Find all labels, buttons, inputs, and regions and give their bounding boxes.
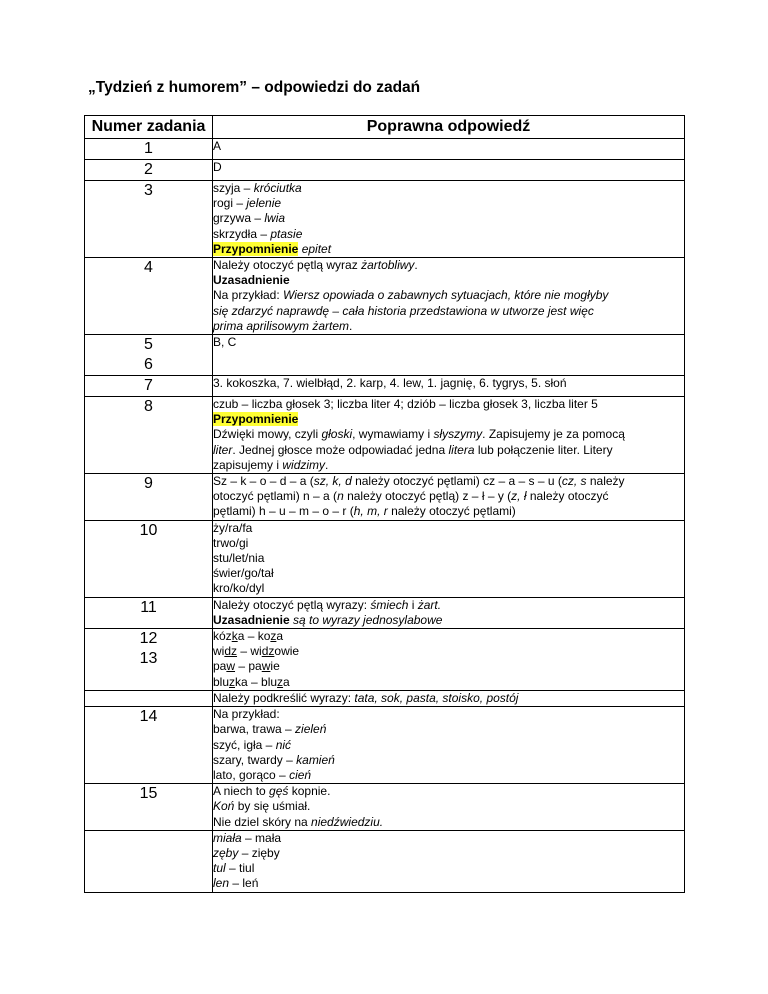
table-row: [85, 830, 685, 892]
answer-line: [213, 458, 684, 473]
answer-text: Nie dziel skóry na: [213, 814, 312, 829]
answer-text: i: [408, 597, 418, 612]
answer-line: [213, 675, 684, 690]
answer-text: szary, twardy –: [213, 752, 297, 767]
answer-text: szyja –: [213, 181, 254, 195]
answer-line: [213, 319, 684, 334]
table-row: [85, 181, 685, 258]
answer-text: świer/go/tał: [213, 566, 274, 581]
answer-line: [213, 211, 684, 226]
answer-line: [213, 659, 684, 674]
answer-cell: [213, 707, 685, 784]
answer-text: blu: [213, 674, 230, 689]
table-row: [85, 258, 685, 335]
highlighted-text: Przypomnienie: [213, 412, 299, 427]
task-number-cell: [85, 139, 213, 160]
answer-text: lwia: [264, 211, 286, 226]
answer-line: [213, 536, 684, 551]
answer-text: liter: [213, 442, 233, 457]
answer-text: z: [270, 629, 277, 644]
answer-text: gęś: [269, 784, 289, 799]
answer-text: litera: [448, 442, 475, 457]
column-header-number: Numer zadania: [85, 116, 213, 139]
answer-text: są to wyrazy jednosylabowe: [289, 612, 443, 627]
answer-text: pętlami) h – u – m – o – r (: [213, 504, 354, 519]
task-number-cell: [85, 474, 213, 521]
answer-text: lato, gorąco –: [213, 767, 290, 782]
answer-text: skrzydła –: [213, 226, 271, 241]
table-row: [85, 690, 685, 706]
answer-text: czub – liczba głosek 3; liczba liter 4; dziób – liczba głosek 3, liczba liter 5: [213, 397, 598, 412]
table-row: [85, 597, 685, 628]
answer-text: dz: [261, 644, 275, 659]
answer-text: ży/ra/fa: [213, 520, 253, 535]
answer-line: [213, 861, 684, 876]
answer-cell: [213, 784, 685, 831]
answer-text: .: [349, 318, 353, 333]
answer-text: cień: [289, 767, 312, 782]
task-number: 3: [144, 182, 153, 199]
task-number-cell: [85, 784, 213, 831]
task-number-cell: [85, 597, 213, 628]
answer-text: cz, s: [561, 474, 587, 489]
answer-text: Należy otoczyć pętlą wyrazy:: [213, 597, 371, 612]
answer-text: len: [213, 876, 230, 891]
answer-text: D: [213, 160, 222, 174]
answer-line: [213, 831, 684, 846]
answer-line: [213, 427, 684, 442]
answer-text: ie: [270, 659, 280, 674]
answer-line: [213, 876, 684, 891]
task-number: 8: [144, 398, 153, 416]
answer-cell: [213, 258, 685, 335]
task-number: 4: [144, 259, 153, 277]
task-number-cell: [85, 335, 213, 376]
table-row: [85, 474, 685, 521]
answer-text: A niech to: [213, 784, 270, 799]
answer-line: [213, 443, 684, 458]
answer-text: Należy otoczyć pętlą wyraz: [213, 258, 362, 273]
answer-line: [213, 474, 684, 489]
answer-line: [213, 181, 684, 196]
answer-line: [213, 196, 684, 211]
answer-text: . Zapisujemy je za pomocą: [482, 427, 625, 442]
task-number: 13: [139, 650, 158, 668]
answer-text: Uzasadnienie: [213, 273, 290, 288]
task-number-cell: [85, 376, 213, 397]
task-number-cell: [85, 258, 213, 335]
answer-text: widzimy: [282, 457, 326, 472]
answer-text: z, ł: [511, 489, 527, 504]
answer-line: [213, 598, 684, 613]
answer-text: nić: [275, 737, 292, 752]
answer-line: [213, 581, 684, 596]
answer-text: wi: [213, 644, 225, 659]
answer-text: – zięby: [238, 845, 280, 860]
answer-text: Na przykład:: [213, 707, 280, 722]
answer-line: [213, 139, 684, 154]
highlighted-text: Przypomnienie: [213, 241, 299, 256]
answer-cell: [213, 520, 685, 597]
answer-line: [213, 613, 684, 628]
answer-text: króciutka: [253, 181, 302, 195]
answer-line: [213, 815, 684, 830]
answer-text: szyć, igła –: [213, 737, 276, 752]
answer-line: [213, 335, 684, 350]
answer-text: kóz: [213, 629, 232, 644]
answer-text: głoski: [321, 427, 353, 442]
answer-cell: [213, 181, 685, 258]
answer-cell: [213, 376, 685, 397]
table-row: [85, 784, 685, 831]
answer-text: Dźwięki mowy, czyli: [213, 427, 322, 442]
task-number: 5: [144, 336, 153, 354]
answer-line: [213, 768, 684, 783]
answer-text: – tiul: [225, 861, 255, 876]
answer-text: należy: [586, 474, 625, 489]
answer-line: [213, 273, 684, 288]
table-row: [85, 139, 685, 160]
task-number-cell: [85, 181, 213, 258]
task-number: 11: [140, 598, 157, 616]
task-number: 12: [139, 630, 158, 648]
answer-text: w: [226, 659, 236, 674]
task-number-cell: [85, 397, 213, 474]
answer-cell: [213, 139, 685, 160]
answer-cell: [213, 397, 685, 474]
answer-text: n: [337, 489, 344, 504]
answer-line: [213, 629, 684, 644]
answer-text: grzywa –: [213, 211, 265, 226]
answer-line: [213, 304, 684, 319]
answer-line: [213, 521, 684, 536]
answer-text: owie: [274, 644, 300, 659]
answer-line: [213, 412, 684, 427]
answer-line: [213, 799, 684, 814]
answer-cell: [213, 335, 685, 376]
answer-cell: [213, 690, 685, 706]
answer-line: [213, 551, 684, 566]
answer-text: z: [229, 674, 236, 689]
task-number-cell: [85, 707, 213, 784]
answers-table: [84, 115, 685, 893]
table-header-row: [85, 116, 685, 139]
answer-text: pa: [213, 659, 227, 674]
answer-text: miała: [213, 830, 242, 845]
answer-line: [213, 504, 684, 519]
answer-line: [213, 227, 684, 242]
answer-line: [213, 753, 684, 768]
task-number: 9: [144, 475, 153, 493]
answer-text: kro/ko/dyl: [213, 581, 265, 596]
answer-text: żartobliwy: [361, 258, 415, 273]
answer-text: – pa: [235, 659, 262, 674]
answer-text: h, m, r: [353, 504, 388, 519]
answer-text: się zdarzyć naprawdę – cała historia przedstawiona w utworze jest więc: [213, 303, 594, 318]
task-number-cell: [85, 830, 213, 892]
answer-text: . Jednej głosce może odpowiadać jedna: [232, 442, 449, 457]
answer-text: należy otoczyć pętlami) cz – a – s – u (: [351, 474, 562, 489]
answer-line: [213, 376, 684, 391]
answer-line: [213, 691, 684, 706]
answer-text: – leń: [229, 876, 259, 891]
answer-text: lub połączenie liter. Litery: [474, 442, 613, 457]
answer-line: [213, 288, 684, 303]
answer-text: Koń: [213, 799, 235, 814]
answer-text: żart.: [417, 597, 442, 612]
answer-text: zęby: [213, 845, 239, 860]
answer-text: a: [276, 629, 284, 644]
answer-text: Uzasadnienie: [213, 612, 290, 627]
answer-line: [213, 160, 684, 175]
answer-text: a: [283, 674, 290, 689]
task-number: 2: [144, 161, 153, 178]
task-number-cell: [85, 160, 213, 181]
answer-text: a – ko: [237, 629, 271, 644]
answer-text: należy otoczyć: [526, 489, 609, 504]
answer-text: Sz – k – o – d – a (: [213, 474, 314, 489]
answer-text: śmiech: [370, 597, 409, 612]
answer-text: ka – blu: [235, 674, 278, 689]
answer-line: [213, 707, 684, 722]
answer-text: .: [325, 457, 329, 472]
answer-text: tul: [213, 861, 226, 876]
task-number: 10: [139, 521, 158, 539]
answer-text: otoczyć pętlami) n – a (: [213, 489, 338, 504]
answer-line: [213, 784, 684, 799]
answer-text: w: [261, 659, 271, 674]
answer-line: [213, 566, 684, 581]
answer-text: należy otoczyć pętlą) z – ł – y (: [343, 489, 512, 504]
task-number: 15: [139, 785, 158, 803]
answer-text: Należy podkreślić wyrazy:: [213, 690, 355, 705]
answer-line: [213, 738, 684, 753]
answer-cell: [213, 629, 685, 691]
answer-text: kopnie.: [288, 784, 331, 799]
answer-text: k: [231, 629, 238, 644]
answer-line: [213, 258, 684, 273]
task-number: 1: [144, 140, 153, 157]
table-row: [85, 707, 685, 784]
answer-line: [213, 846, 684, 861]
answer-text: Wiersz opowiada o zabawnych sytuacjach, które nie mogłyby: [283, 288, 609, 303]
answer-line: [213, 397, 684, 412]
table-row: [85, 520, 685, 597]
answer-text: zapisujemy i: [213, 457, 283, 472]
answers-body: [85, 139, 685, 893]
answer-text: dz: [224, 644, 238, 659]
answer-text: kamień: [296, 752, 335, 767]
answer-text: B, C: [213, 335, 237, 350]
answer-line: [213, 722, 684, 737]
table-row: [85, 376, 685, 397]
task-number-cell: [85, 629, 213, 691]
table-row: [85, 335, 685, 376]
task-number: 14: [139, 708, 158, 726]
answer-text: prima aprilisowym żartem: [213, 318, 350, 333]
answer-line: [213, 242, 684, 257]
table-row: [85, 629, 685, 691]
answer-text: stu/let/nia: [213, 551, 265, 566]
answer-cell: [213, 160, 685, 181]
answer-text: trwo/gi: [213, 535, 249, 550]
answer-cell: [213, 474, 685, 521]
answer-text: 3. kokoszka, 7. wielbłąd, 2. karp, 4. lew, 1. jagnię, 6. tygrys, 5. słoń: [213, 376, 567, 391]
answer-text: epitet: [298, 241, 332, 256]
task-number: 7: [144, 377, 153, 395]
answer-text: z: [277, 674, 284, 689]
page-title: „Tydzień z humorem” – odpowiedzi do zadań: [88, 79, 421, 96]
answer-text: , wymawiamy i: [352, 427, 434, 442]
answer-text: słyszymy: [433, 427, 483, 442]
answer-text: należy otoczyć pętlami): [387, 504, 516, 519]
answer-text: rogi –: [213, 196, 247, 211]
answer-text: ptasie: [270, 226, 303, 241]
answer-text: zieleń: [295, 722, 327, 737]
table-row: [85, 397, 685, 474]
answer-text: sz, k, d: [313, 474, 352, 489]
answer-text: tata, sok, pasta, stoisko, postój: [354, 690, 519, 705]
answer-text: – wi: [237, 644, 262, 659]
answer-text: jelenie: [246, 196, 282, 211]
table-row: [85, 160, 685, 181]
answer-text: niedźwiedziu.: [311, 814, 384, 829]
answer-text: Na przykład:: [213, 288, 284, 303]
answer-text: A: [213, 139, 222, 153]
answer-line: [213, 644, 684, 659]
answer-cell: [213, 597, 685, 628]
answer-text: barwa, trawa –: [213, 722, 296, 737]
answer-text: – mała: [241, 830, 282, 845]
answer-text: .: [414, 258, 418, 273]
task-number-cell: [85, 520, 213, 597]
answer-cell: [213, 830, 685, 892]
task-number-cell: [85, 690, 213, 706]
answer-text: by się uśmiał.: [234, 799, 311, 814]
task-number: 6: [144, 356, 153, 374]
answer-line: [213, 489, 684, 504]
column-header-answer: Poprawna odpowiedź: [213, 116, 685, 139]
